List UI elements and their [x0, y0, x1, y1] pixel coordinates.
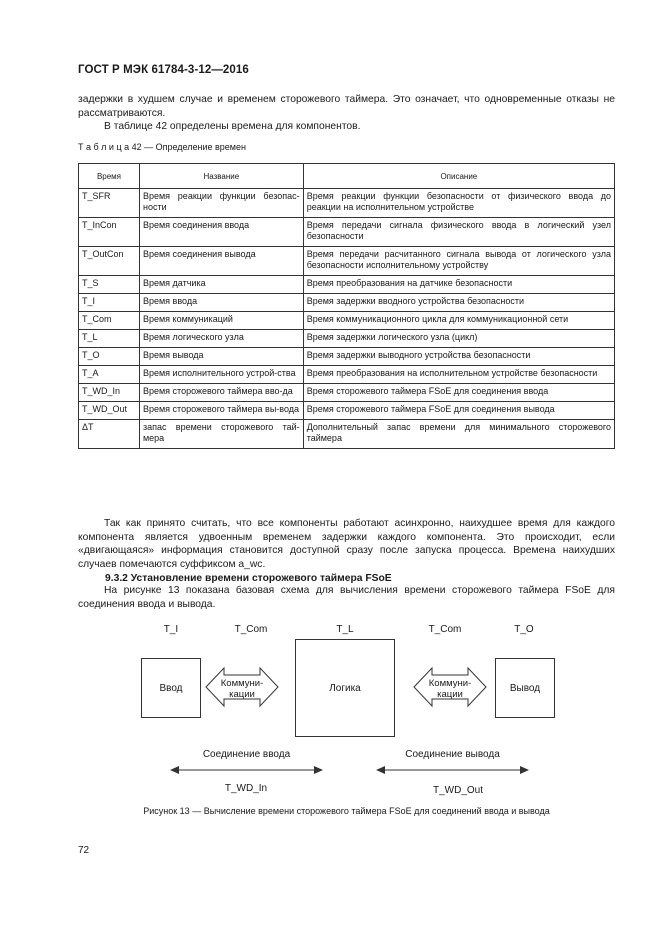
intro-paragraph-1: задержки в худшем случае и временем сторожевого таймера. Это означает, что одновременные отказы не рассматриваются.: [78, 94, 615, 119]
cell-name: Время ввода: [139, 294, 303, 312]
label-t-o: T_O: [514, 624, 534, 635]
input-box-label: Ввод: [159, 682, 183, 694]
input-connection-arrow-head-right: [314, 766, 323, 774]
communication-label-right-line-1: Коммуни-: [428, 678, 472, 689]
section-paragraph: На рисунке 13 показана базовая схема для вычисления времени сторожевого таймера FSoE для соединения ввода и вывода.: [78, 585, 615, 610]
cell-description: Время реакции функции безопасности от физического ввода до реакции на исполнительном устройстве: [303, 189, 614, 218]
intro-paragraph-2: В таблице 42 определены времена для компонентов.: [104, 121, 361, 132]
cell-time: T_S: [79, 276, 140, 294]
table-caption: Т а б л и ц а 42 — Определение времен: [78, 142, 246, 152]
cell-name: Время датчика: [139, 276, 303, 294]
output-connection-arrow-head-left: [376, 766, 385, 774]
cell-time: T_InCon: [79, 218, 140, 247]
cell-description: Время задержки выводного устройства безопасности: [303, 348, 614, 366]
cell-time: T_I: [79, 294, 140, 312]
page-number: 72: [78, 845, 90, 856]
cell-time: T_WD_In: [79, 384, 140, 402]
cell-time: T_SFR: [79, 189, 140, 218]
column-header-description: Описание: [303, 164, 614, 189]
cell-time: ΔT: [79, 420, 140, 449]
column-header-name: Название: [139, 164, 303, 189]
label-t-l: T_L: [336, 624, 354, 635]
output-box-label: Вывод: [509, 682, 541, 694]
cell-description: Время сторожевого таймера FSoE для соединения вывода: [303, 402, 614, 420]
cell-name: запас времени сторожевого тай-мера: [139, 420, 303, 449]
output-connection-arrow-head-right: [520, 766, 529, 774]
cell-name: Время соединения ввода: [139, 218, 303, 247]
cell-time: T_Com: [79, 312, 140, 330]
cell-description: Время преобразования на датчике безопасности: [303, 276, 614, 294]
after-table-paragraph: Так как принято считать, что все компоненты работают асинхронно, наихудшее время для каждого компонента является удвоенным временем задержки каждого компонента. Это происходит, если «двигающаяся» информация становится доступной сразу после запуска процесса. Времена наихудших случаев помечаются суффиксом a_wc.: [78, 518, 615, 570]
communication-label-right: [420, 678, 480, 700]
label-t-com-left: T_Com: [234, 624, 268, 635]
cell-time: T_WD_Out: [79, 402, 140, 420]
section-heading: 9.3.2 Установление времени сторожевого таймера FSoE: [105, 573, 392, 584]
output-connection-label: Соединение вывода: [405, 749, 500, 760]
cell-time: T_A: [79, 366, 140, 384]
communication-label-left-line-1: Коммуни-: [220, 678, 264, 689]
cell-name: Время сторожевого таймера вы-вода: [139, 402, 303, 420]
cell-name: Время реакции функции безопас-ности: [139, 189, 303, 218]
cell-time: T_L: [79, 330, 140, 348]
cell-name: Время вывода: [139, 348, 303, 366]
document-header-title: ГОСТ Р МЭК 61784-3-12—2016: [78, 64, 249, 76]
cell-name: Время исполнительного устрой-ства: [139, 366, 303, 384]
communication-label-left: [212, 678, 272, 700]
cell-description: Время коммуникационного цикла для коммуникационной сети: [303, 312, 614, 330]
cell-time: T_O: [79, 348, 140, 366]
cell-name: Время коммуникаций: [139, 312, 303, 330]
label-t-i: T_I: [163, 624, 179, 635]
communication-label-right-line-2: кации: [437, 689, 463, 700]
label-t-com-right: T_Com: [428, 624, 462, 635]
input-connection-arrow-head-left: [170, 766, 179, 774]
figure-caption: Рисунок 13 — Вычисление времени сторожевого таймера FSoE для соединений ввода и вывода: [143, 806, 550, 816]
cell-description: Дополнительный запас времени для минимального сторожевого таймера: [303, 420, 614, 449]
column-header-time: Время: [79, 164, 140, 189]
cell-time: T_OutCon: [79, 247, 140, 276]
cell-description: Время передачи расчитанного сигнала вывода от логического узла безопасности исполнительному устройству: [303, 247, 614, 276]
cell-description: Время задержки вводного устройства безопасности: [303, 294, 614, 312]
logic-box-label: Логика: [329, 682, 361, 694]
cell-name: Время сторожевого таймера вво-да: [139, 384, 303, 402]
cell-name: Время логического узла: [139, 330, 303, 348]
cell-description: Время передачи сигнала физического ввода в логический узел безопасности: [303, 218, 614, 247]
cell-name: Время соединения вывода: [139, 247, 303, 276]
watchdog-out-label: T_WD_Out: [432, 785, 483, 796]
cell-description: Время сторожевого таймера FSoE для соединения ввода: [303, 384, 614, 402]
cell-description: Время преобразования на исполнительном устройстве безопасности: [303, 366, 614, 384]
communication-label-left-line-2: кации: [229, 689, 255, 700]
watchdog-in-label: T_WD_In: [224, 783, 268, 794]
cell-description: Время задержки логического узла (цикл): [303, 330, 614, 348]
input-connection-label: Соединение ввода: [202, 749, 291, 760]
